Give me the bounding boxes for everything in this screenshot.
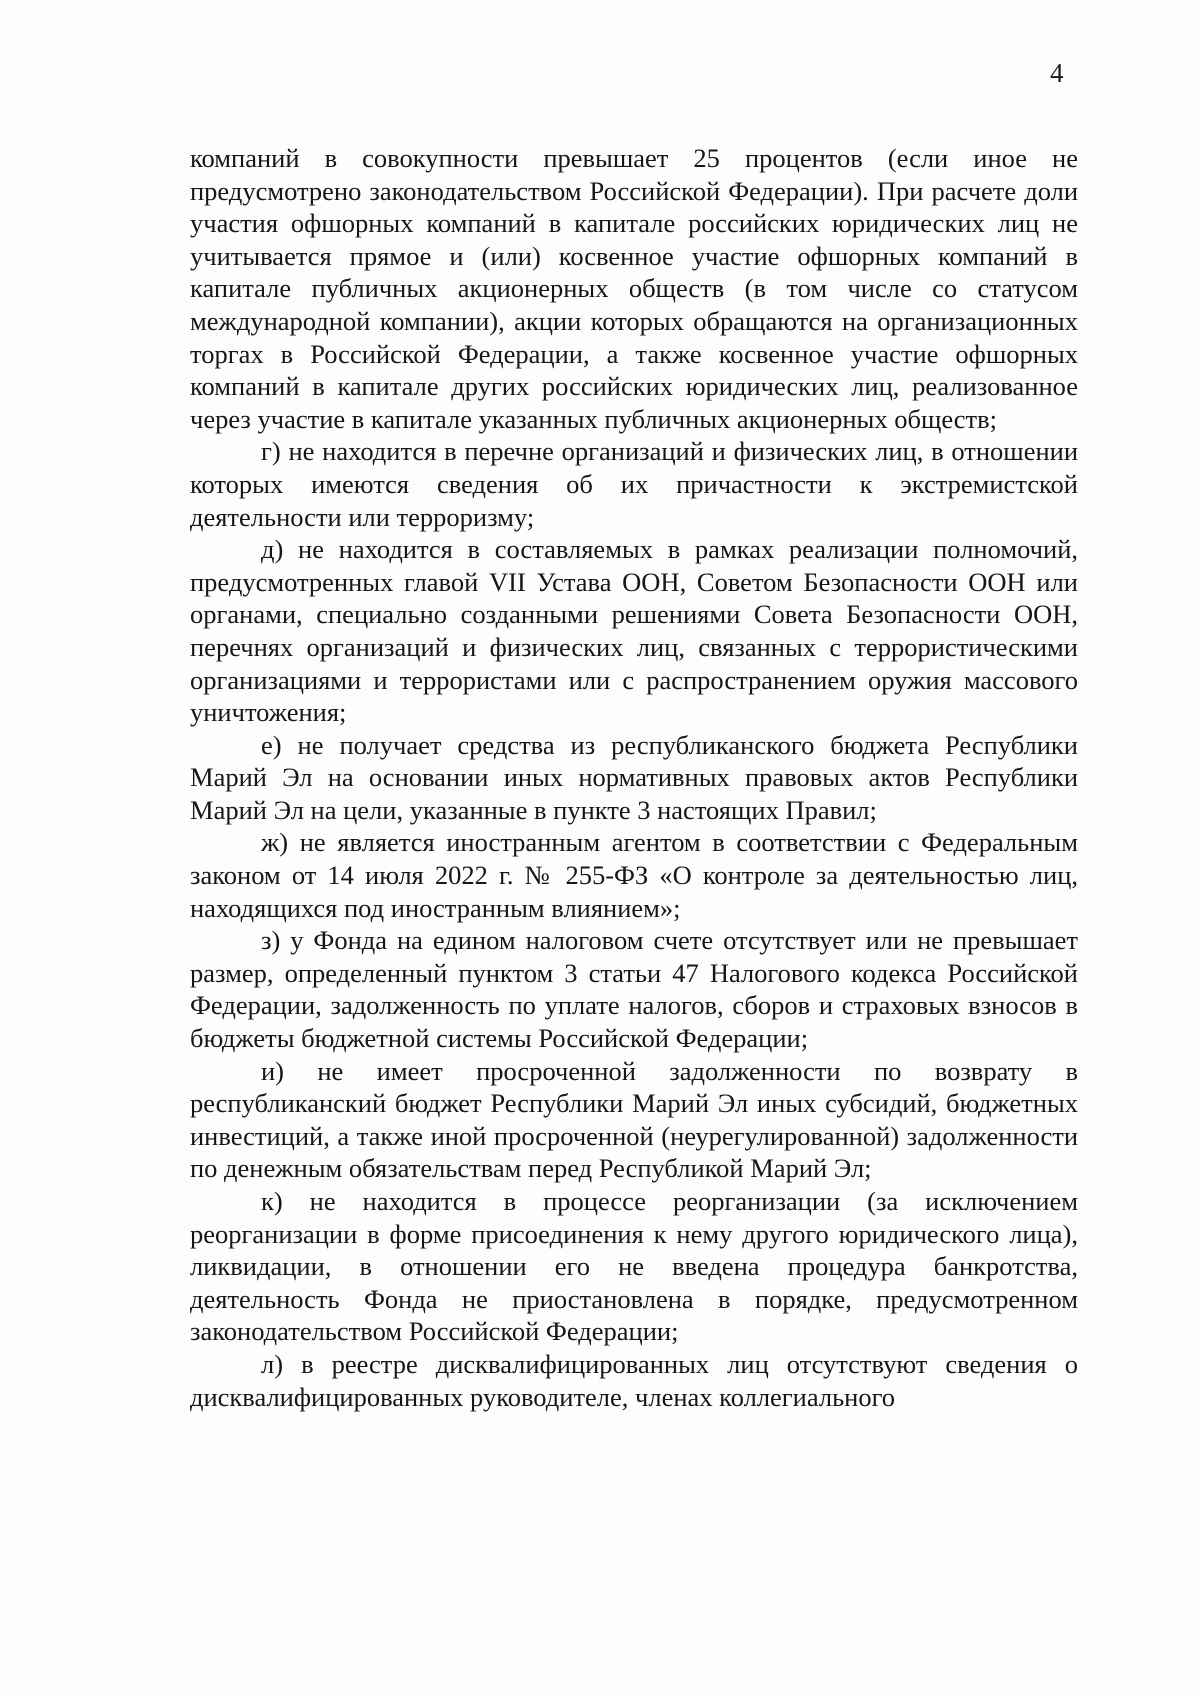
document-body	[190, 142, 1078, 1413]
paragraph-item-i: и) не имеет просроченной задолженности по возврату в республиканский бюджет Республики Марий Эл иных субсидий, бюджетных инвестиций, а также иной просроченной (неурегулированной) задолженности по денежным обязательствам перед Республикой Марий Эл;	[190, 1055, 1078, 1184]
paragraph-item-g: г) не находится в перечне организаций и физических лиц, в отношении которых имеются сведения об их причастности к экстремистской деятельности или терроризму;	[190, 436, 1078, 532]
paragraph-item-l: л) в реестре дисквалифицированных лиц отсутствуют сведения о дисквалифицированных руководителе, членах коллегиального	[190, 1348, 1078, 1412]
paragraph-item-z: з) у Фонда на едином налоговом счете отсутствует или не превышает размер, определенный пунктом 3 статьи 47 Налогового кодекса Российской Федерации, задолженность по уплате налогов, сборов и страховых взносов в бюджеты бюджетной системы Российской Федерации;	[190, 925, 1078, 1054]
page-number: 4	[1050, 58, 1064, 88]
paragraph-item-e: е) не получает средства из республиканского бюджета Республики Марий Эл на основании иных нормативных правовых актов Республики Марий Эл на цели, указанные в пункте 3 настоящих Правил;	[190, 729, 1078, 825]
paragraph-offshore-continuation: компаний в совокупности превышает 25 процентов (если иное не предусмотрено законодательством Российской Федерации). При расчете доли участия офшорных компаний в капитале российских юридических лиц не учитывается прямое и (или) косвенное участие офшорных компаний в капитале публичных акционерных обществ (в том числе со статусом международной компании), акции которых обращаются на организационных торгах в Российской Федерации, а также косвенное участие офшорных компаний в капитале других российских юридических лиц, реализованное через участие в капитале указанных публичных акционерных обществ;	[190, 143, 1078, 434]
paragraph-item-zh: ж) не является иностранным агентом в соответствии с Федеральным законом от 14 июля 2022 г. № 255-ФЗ «О контроле за деятельностью лиц, находящихся под иностранным влиянием»;	[190, 827, 1078, 923]
paragraph-item-d: д) не находится в составляемых в рамках реализации полномочий, предусмотренных главой VII Устава ООН, Советом Безопасности ООН или органами, специально созданными решениями Совета Безопасности ООН, перечнях организаций и физических лиц, связанных с террористическими организациями и террористами или с распространением оружия массового уничтожения;	[190, 534, 1078, 728]
paragraph-item-k: к) не находится в процессе реорганизации (за исключением реорганизации в форме присоединения к нему другого юридического лица), ликвидации, в отношении его не введена процедура банкротства, деятельность Фонда не приостановлена в порядке, предусмотренном законодательством Российской Федерации;	[190, 1186, 1078, 1347]
